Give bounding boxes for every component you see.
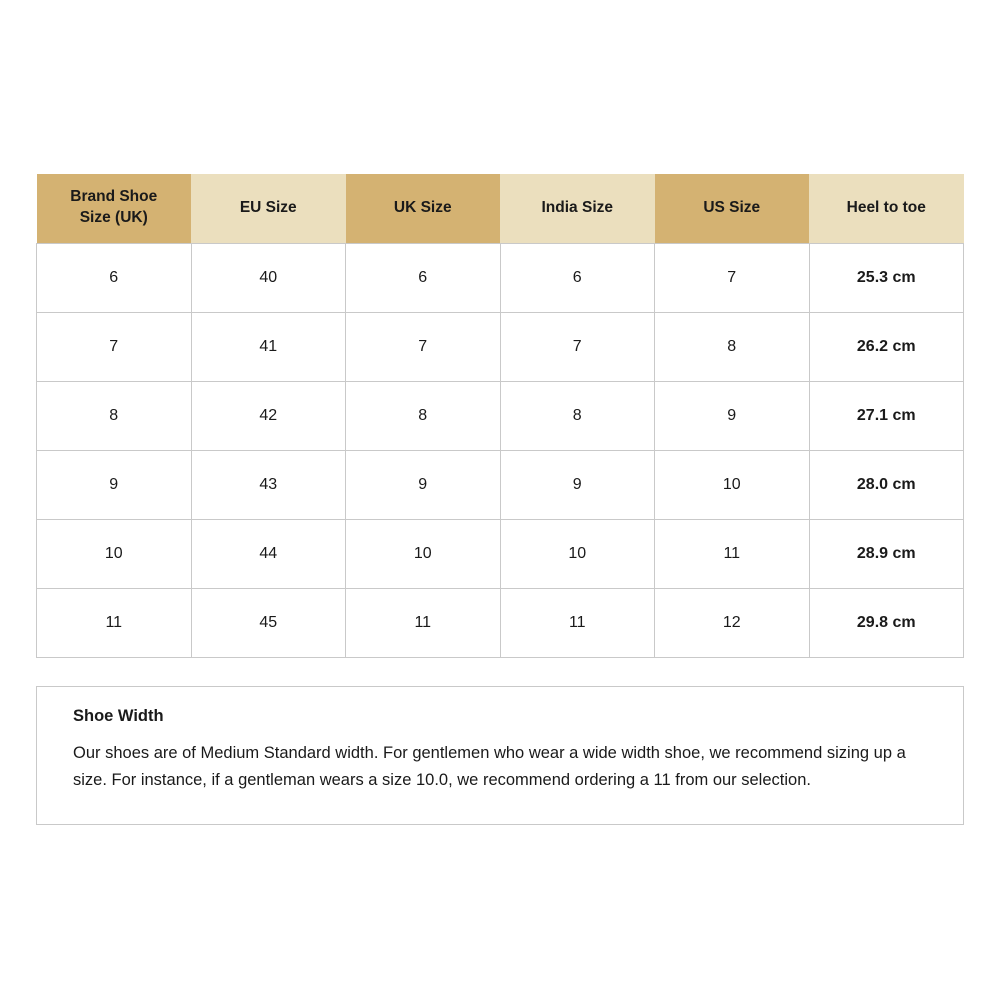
table-row xyxy=(37,312,964,381)
cell-india-size: 8 xyxy=(500,381,655,450)
header-row xyxy=(37,174,964,243)
cell-heel-to-toe: 29.8 cm xyxy=(809,588,964,657)
table-row xyxy=(37,519,964,588)
cell-eu-size: 43 xyxy=(191,450,346,519)
cell-us-size: 7 xyxy=(655,243,810,312)
cell-brand-shoe-size-uk: 6 xyxy=(37,243,192,312)
cell-eu-size: 41 xyxy=(191,312,346,381)
cell-eu-size: 42 xyxy=(191,381,346,450)
cell-heel-to-toe: 28.9 cm xyxy=(809,519,964,588)
shoe-width-note xyxy=(36,686,964,825)
cell-us-size: 12 xyxy=(655,588,810,657)
cell-uk-size: 10 xyxy=(346,519,501,588)
shoe-width-heading: Shoe Width xyxy=(73,707,164,725)
cell-uk-size: 8 xyxy=(346,381,501,450)
cell-india-size: 6 xyxy=(500,243,655,312)
cell-heel-to-toe: 28.0 cm xyxy=(809,450,964,519)
column-header-eu-size: EU Size xyxy=(191,174,346,243)
cell-heel-to-toe: 27.1 cm xyxy=(809,381,964,450)
cell-india-size: 9 xyxy=(500,450,655,519)
cell-heel-to-toe: 25.3 cm xyxy=(809,243,964,312)
size-chart-header xyxy=(37,174,964,243)
cell-uk-size: 6 xyxy=(346,243,501,312)
cell-brand-shoe-size-uk: 7 xyxy=(37,312,192,381)
cell-brand-shoe-size-uk: 11 xyxy=(37,588,192,657)
cell-uk-size: 11 xyxy=(346,588,501,657)
cell-uk-size: 7 xyxy=(346,312,501,381)
column-header-brand-shoe-size-uk: Brand Shoe Size (UK) xyxy=(37,174,192,243)
cell-us-size: 8 xyxy=(655,312,810,381)
table-row xyxy=(37,450,964,519)
size-chart-table xyxy=(36,174,964,658)
table-row xyxy=(37,588,964,657)
table-row xyxy=(37,243,964,312)
column-header-india-size: India Size xyxy=(500,174,655,243)
cell-eu-size: 40 xyxy=(191,243,346,312)
column-header-uk-size: UK Size xyxy=(346,174,501,243)
cell-us-size: 9 xyxy=(655,381,810,450)
cell-eu-size: 44 xyxy=(191,519,346,588)
column-header-us-size: US Size xyxy=(655,174,810,243)
cell-uk-size: 9 xyxy=(346,450,501,519)
cell-india-size: 11 xyxy=(500,588,655,657)
cell-us-size: 10 xyxy=(655,450,810,519)
cell-heel-to-toe: 26.2 cm xyxy=(809,312,964,381)
cell-india-size: 10 xyxy=(500,519,655,588)
cell-brand-shoe-size-uk: 10 xyxy=(37,519,192,588)
cell-eu-size: 45 xyxy=(191,588,346,657)
cell-brand-shoe-size-uk: 9 xyxy=(37,450,192,519)
size-chart-body xyxy=(37,243,964,657)
cell-us-size: 11 xyxy=(655,519,810,588)
table-row xyxy=(37,381,964,450)
column-header-heel-to-toe: Heel to toe xyxy=(809,174,964,243)
cell-brand-shoe-size-uk: 8 xyxy=(37,381,192,450)
shoe-width-body: Our shoes are of Medium Standard width. For gentlemen who wear a wide width shoe, we recommend sizing up a size. For instance, if a gentleman wears a size 10.0, we recommend ordering a 11 from our selection. xyxy=(73,744,906,789)
cell-india-size: 7 xyxy=(500,312,655,381)
